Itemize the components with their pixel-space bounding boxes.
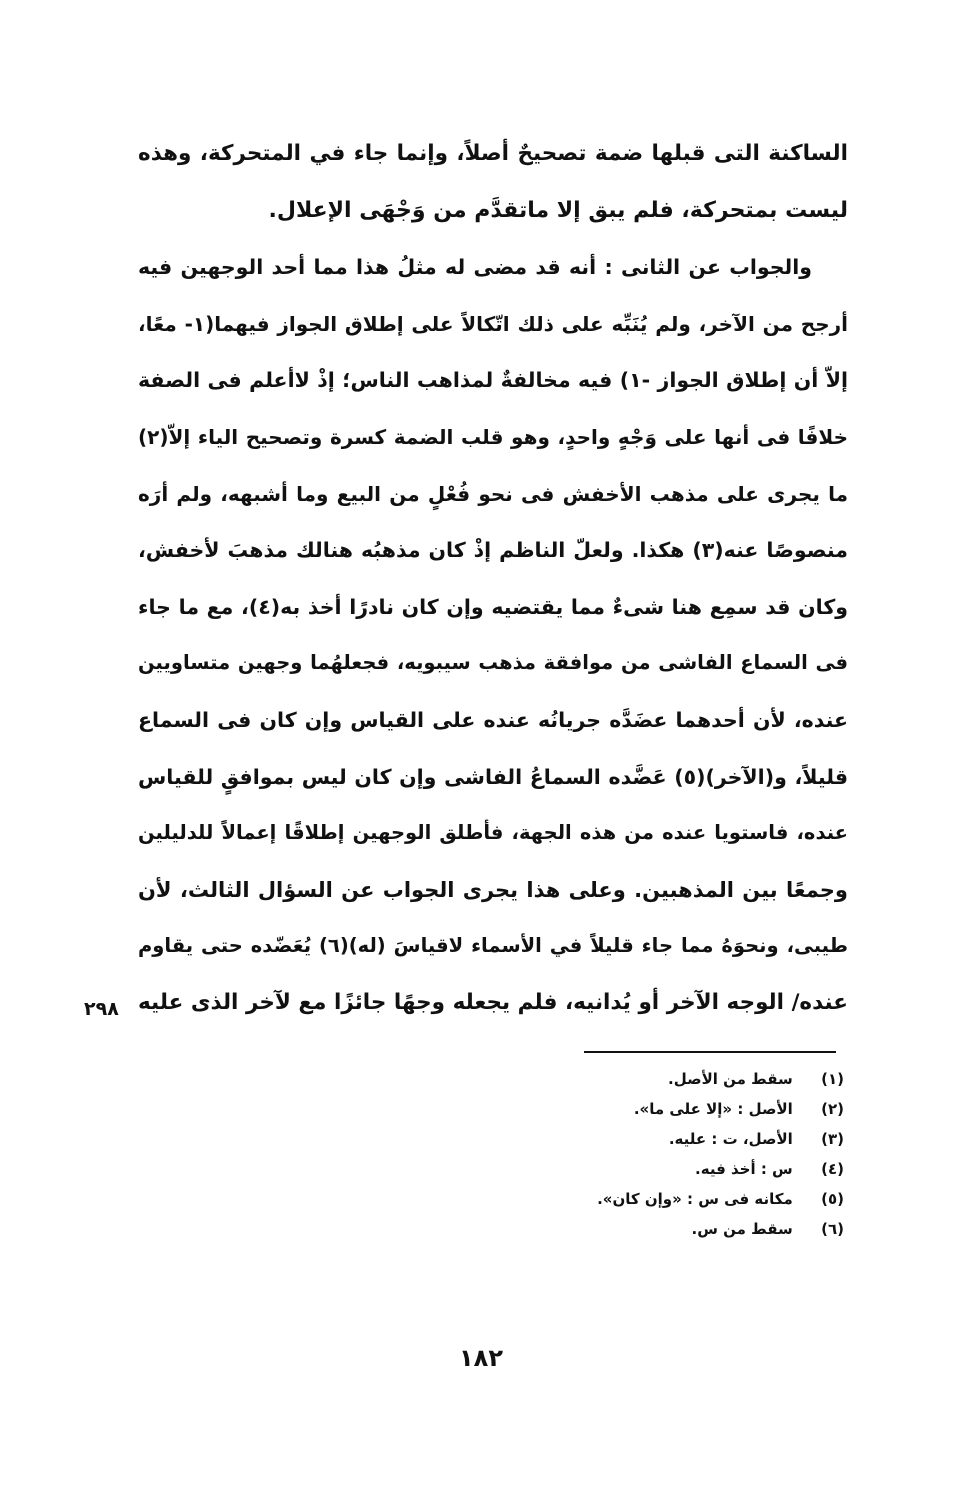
footnote-number: (١) [821, 1070, 844, 1088]
footnote [484, 1094, 844, 1124]
text-line-8: منصوصًا عنه(٣) هكذا. ولعلّ الناظم إذْ كان مذهبُه هنالك مذهبَ لأخفش، [138, 538, 848, 563]
text-line-7: ما يجرى على مذهب الأخفش فى نحو فُعْلٍ من البيع وما أشبهه، ولم أرَه [138, 481, 848, 506]
text-line-15: طيبى، ونحوَهُ مما جاء قليلاً في الأسماء لاقياسَ (له)(٦) يُعَضّده حتى يقاوم [138, 934, 848, 958]
footnotes [484, 1064, 844, 1244]
footnote [484, 1154, 844, 1184]
footnote [484, 1184, 844, 1214]
text-line-13: عنده، فاستويا عنده من هذه الجهة، فأطلق الوجهين إطلاقًا إعمالاً للدليلين [138, 821, 848, 845]
footnote-text: مكانه فى س : «وإن كان». [597, 1190, 793, 1208]
text-line-12: قليلاً، و(الآخر)(٥) عَضَّده السماعُ الفاشى وإن كان ليس بموافقٍ للقياس [138, 764, 848, 789]
footnote-number: (٦) [821, 1220, 844, 1238]
footnote-number: (٢) [821, 1100, 844, 1118]
footnote-text: سقط من الأصل. [668, 1070, 793, 1088]
text-line-5: إلاّ أن إطلاق الجواز -١) فيه مخالفةٌ لمذاهب الناس؛ إذْ لاأعلم فى الصفة [138, 368, 849, 393]
text-line-11: عنده، لأن أحدهما عضَدَّه جريانُه عنده على القياس وإن كان فى السماع [138, 707, 848, 732]
footnote-text: س : أخذ فيه. [695, 1160, 793, 1178]
footnote-number: (٣) [821, 1130, 844, 1148]
footnote-text: الأصل : «إلا على ما». [633, 1100, 793, 1118]
footnote [484, 1064, 844, 1094]
text-line-16: عنده/ الوجه الآخر أو يُدانيه، فلم يجعله وجهًا جائزًا مع لآخر الذى عليه [138, 989, 848, 1015]
footnote-text: سقط من س. [691, 1220, 793, 1238]
footnote-number: (٥) [821, 1190, 844, 1208]
margin-folio-number: ٢٩٨ [84, 998, 119, 1020]
text-line-3: والجواب عن الثانى : أنه قد مضى له مثلُ هذا مما أحد الوجهين فيه [138, 255, 812, 280]
text-line-6: خلافًا فى أنها على وَجْهٍ واحدٍ، وهو قلب الضمة كسرة وتصحيح الياء إلاّ(٢) [138, 424, 848, 449]
body-text [138, 126, 848, 1032]
text-line-9: وكان قد سمِع هنا شىءٌ مما يقتضيه وإن كان نادرًا أخذ به(٤)، مع ما جاء [138, 594, 848, 619]
text-line-14: وجمعًا بين المذهبين. وعلى هذا يجرى الجواب عن السؤال الثالث، لأن [138, 877, 848, 902]
text-line-4: أرجح من الآخر، ولم يُنَبِّه على ذلك اتّكالاً على إطلاق الجواز فيهما(١- معًا، [138, 311, 848, 336]
footnote [484, 1124, 844, 1154]
text-line-1: الساكنة التى قبلها ضمة تصحيحٌ أصلاً، وإنما جاء في المتحركة، وهذه [138, 141, 848, 166]
text-line-2: ليست بمتحركة، فلم يبق إلا ماتقدَّم من وَجْهَى الإعلال. [268, 197, 848, 223]
footnote [484, 1214, 844, 1244]
text-line-10: فى السماع الفاشى من موافقة مذهب سيبويه، فجعلهُما وجهين متساويين [138, 651, 848, 675]
footnote-number: (٤) [821, 1160, 844, 1178]
page-number: ١٨٢ [459, 1344, 503, 1372]
footnote-separator [584, 1051, 836, 1053]
footnote-text: الأصل، ت : عليه. [668, 1130, 793, 1148]
